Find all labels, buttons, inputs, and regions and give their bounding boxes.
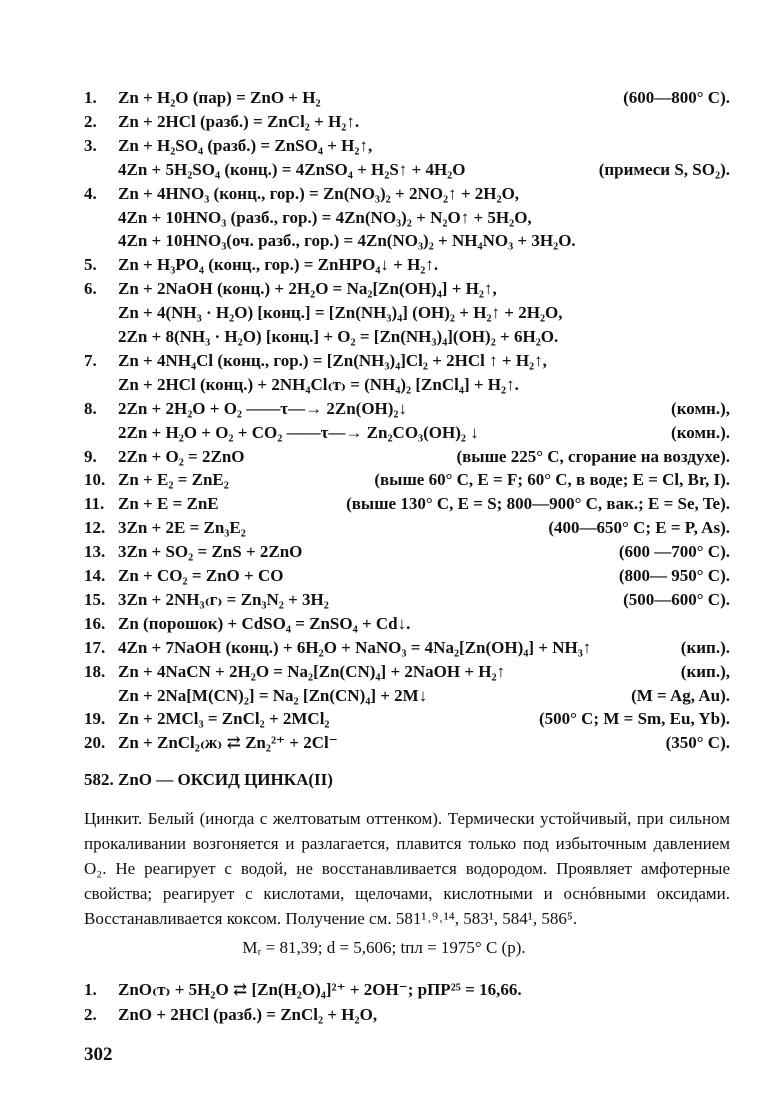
reaction-formula: Zn + H₂SO₄ (разб.) = ZnSO₄ + H₂↑, xyxy=(118,135,373,155)
reaction-number: 14. xyxy=(84,566,106,585)
reaction-line xyxy=(84,978,730,1002)
reaction-formula: 2Zn + H₂O + O₂ + CO₂ ——τ—→ Zn₂CO₃(OH)₂ ↓ xyxy=(118,422,479,442)
reaction-line xyxy=(84,134,730,158)
reaction-number: 10. xyxy=(84,470,106,490)
reaction-line xyxy=(84,253,730,277)
reaction-number: 11. xyxy=(84,494,105,514)
reaction-formula: ZnO₍т₎ + 5H₂O ⇄ [Zn(H₂O)₄]²⁺ + 2OH⁻; pПР²⁵ = 16,66. xyxy=(118,980,522,999)
reaction-line xyxy=(84,110,730,134)
reaction-line xyxy=(84,301,730,325)
reaction-condition: (выше 60° C, E = F; 60° C, в воде; E = Cl, Br, I). xyxy=(374,470,730,490)
reaction-formula: Zn + 2HCl (конц.) + 2NH₄Cl₍т₎ = (NH₄)₂ [ZnCl₄] + H₂↑. xyxy=(118,374,519,394)
reaction-condition: (M = Ag, Au). xyxy=(631,685,730,705)
reaction-line xyxy=(84,229,730,253)
reaction-line xyxy=(84,206,730,230)
reaction-condition: (комн.). xyxy=(671,422,730,442)
reaction-line xyxy=(84,349,730,373)
section-paragraph: Цинкит. Белый (иногда с желтоватым оттенком). Термически устойчивый, при сильном прокаливании возгоняется и разлагается, плавится только под избыточным давлением O₂. Не реагирует с водой, не восстанавливается водородом. Проявляет амфотерные свойства; реагирует с кислотами, щелочами, кислотными и оснóвными оксидами. Восстанавливается коксом. Получение см. 581¹˒⁹˒¹⁴, 583¹, 584¹, 586⁵. xyxy=(84,809,730,928)
reaction-line xyxy=(84,564,730,588)
reaction-line xyxy=(84,373,730,397)
reaction-formula: Zn + 4(NH₃ · H₂O) [конц.] = [Zn(NH₃)₄] (OH)₂ + H₂↑ + 2H₂O, xyxy=(118,303,563,323)
reaction-line xyxy=(84,540,730,564)
reaction-number: 9. xyxy=(84,446,97,466)
reaction-line xyxy=(84,636,730,660)
reaction-formula: Zn + ZnCl₂₍ж₎ ⇄ Zn₂²⁺ + 2Cl⁻ xyxy=(118,733,338,753)
reaction-formula: 3Zn + 2E = Zn₃E₂ xyxy=(118,518,246,538)
reaction-formula: Zn + E = ZnE xyxy=(118,494,219,514)
reaction-number: 2. xyxy=(84,111,97,131)
reaction-number: 13. xyxy=(84,542,106,562)
reaction-formula: Zn + 2Na[M(CN)₂] = Na₂ [Zn(CN)₄] + 2M↓ xyxy=(118,685,428,705)
reaction-number: 16. xyxy=(84,613,106,633)
reaction-number: 3. xyxy=(84,135,97,155)
reaction-formula: Zn + H₂O (пар) = ZnO + H₂ xyxy=(118,88,321,107)
reaction-line xyxy=(84,468,730,492)
reaction-number: 7. xyxy=(84,350,97,370)
reaction-condition: (500° C; M = Sm, Eu, Yb). xyxy=(538,709,730,729)
reaction-condition: (600 —700° C). xyxy=(618,542,730,562)
reaction-formula: 3Zn + 2NH₃₍г₎ = Zn₃N₂ + 3H₂ xyxy=(118,589,329,609)
reaction-number: 6. xyxy=(84,279,97,299)
reaction-formula: Zn + 2MCl₃ = ZnCl₂ + 2MCl₂ xyxy=(118,709,330,729)
reaction-line xyxy=(84,86,730,110)
section-heading: 582. ZnO — ОКСИД ЦИНКА(II) xyxy=(84,770,333,789)
reaction-number: 19. xyxy=(84,709,106,729)
reaction-number: 15. xyxy=(84,589,106,609)
reaction-formula: Zn + 2HCl (разб.) = ZnCl₂ + H₂↑. xyxy=(118,111,360,131)
reaction-condition: (кип.), xyxy=(680,661,730,681)
reaction-line xyxy=(84,612,730,636)
reaction-formula: 4Zn + 7NaOH (конц.) + 6H₂O + NaNO₃ = 4Na₂[Zn(OH)₄] + NH₃↑ xyxy=(118,637,592,657)
reaction-line xyxy=(84,707,730,731)
reaction-formula: Zn + 2NaOH (конц.) + 2H₂O = Na₂[Zn(OH)₄] + H₂↑, xyxy=(118,279,497,299)
reaction-line xyxy=(84,516,730,540)
reaction-formula: Zn + CO₂ = ZnO + CO xyxy=(118,566,284,585)
reaction-formula: Zn (порошок) + CdSO₄ = ZnSO₄ + Cd↓. xyxy=(118,613,411,633)
reaction-condition: (600—800° C). xyxy=(623,88,730,107)
reaction-line xyxy=(84,492,730,516)
reaction-condition: (500—600° C). xyxy=(623,589,730,609)
reaction-line xyxy=(84,1003,730,1027)
reaction-line xyxy=(84,158,730,182)
reaction-line xyxy=(84,325,730,349)
reaction-number: 20. xyxy=(84,733,106,753)
reaction-line xyxy=(84,397,730,421)
reaction-formula: Zn + 4HNO₃ (конц., гор.) = Zn(NO₃)₂ + 2NO₂↑ + 2H₂O, xyxy=(118,183,520,203)
reaction-formula: 2Zn + O₂ = 2ZnO xyxy=(118,446,245,466)
reaction-condition: (комн.), xyxy=(671,398,730,418)
reaction-formula: 3Zn + SO₂ = ZnS + 2ZnO xyxy=(118,542,303,562)
reaction-number: 1. xyxy=(84,88,97,107)
reaction-formula: 4Zn + 10HNO₃ (разб., гор.) = 4Zn(NO₃)₂ + N₂O↑ + 5H₂O, xyxy=(118,207,532,227)
reaction-line xyxy=(84,660,730,684)
reaction-number: 8. xyxy=(84,398,97,418)
reaction-condition: (350° C). xyxy=(665,733,730,753)
reaction-formula: Zn + H₃PO₄ (конц., гор.) = ZnHPO₄↓ + H₂↑. xyxy=(118,255,439,275)
reaction-line xyxy=(84,182,730,206)
reaction-number: 1. xyxy=(84,980,97,999)
reaction-formula: 2Zn + 8(NH₃ · H₂O) [конц.] + O₂ = [Zn(NH₃)₄](OH)₂ + 6H₂O. xyxy=(118,327,559,346)
physical-properties: Mᵣ = 81,39; d = 5,606; tпл = 1975° C (p). xyxy=(242,938,526,957)
reaction-condition: (800— 950° C). xyxy=(618,566,730,585)
reaction-condition: (выше 225° C, сгорание на воздухе). xyxy=(456,446,730,466)
reaction-line xyxy=(84,731,730,755)
reaction-formula: 4Zn + 10HNO₃(оч. разб., гор.) = 4Zn(NO₃)₂ + NH₄NO₃ + 3H₂O. xyxy=(118,231,576,251)
reaction-condition: (выше 130° C, E = S; 800—900° C, вак.; E = Se, Te). xyxy=(346,494,730,514)
reaction-line xyxy=(84,421,730,445)
reaction-number: 18. xyxy=(84,661,106,681)
page-number: 302 xyxy=(84,1044,113,1065)
reaction-formula: Zn + 4NaCN + 2H₂O = Na₂[Zn(CN)₄] + 2NaOH + H₂↑ xyxy=(118,661,506,681)
reaction-condition: (400—650° C; E = P, As). xyxy=(548,518,730,538)
reaction-line xyxy=(84,445,730,469)
reaction-line xyxy=(84,277,730,301)
reaction-formula: 4Zn + 5H₂SO₄ (конц.) = 4ZnSO₄ + H₂S↑ + 4H₂O xyxy=(118,159,466,179)
reaction-number: 17. xyxy=(84,637,106,657)
reaction-formula: Zn + 4NH₄Cl (конц., гор.) = [Zn(NH₃)₄]Cl₂ + 2HCl ↑ + H₂↑, xyxy=(118,350,547,370)
reaction-condition: (кип.). xyxy=(680,637,730,657)
reaction-line xyxy=(84,588,730,612)
reaction-number: 5. xyxy=(84,255,97,275)
reaction-formula: ZnO + 2HCl (разб.) = ZnCl₂ + H₂O, xyxy=(118,1005,378,1024)
reaction-number: 12. xyxy=(84,518,106,538)
reaction-formula: Zn + E₂ = ZnE₂ xyxy=(118,470,229,490)
reaction-formula: 2Zn + 2H₂O + O₂ ——τ—→ 2Zn(OH)₂↓ xyxy=(118,398,408,418)
reaction-line xyxy=(84,684,730,708)
reaction-number: 2. xyxy=(84,1005,97,1024)
reaction-number: 4. xyxy=(84,183,97,203)
reaction-condition: (примеси S, SO₂). xyxy=(598,159,730,179)
